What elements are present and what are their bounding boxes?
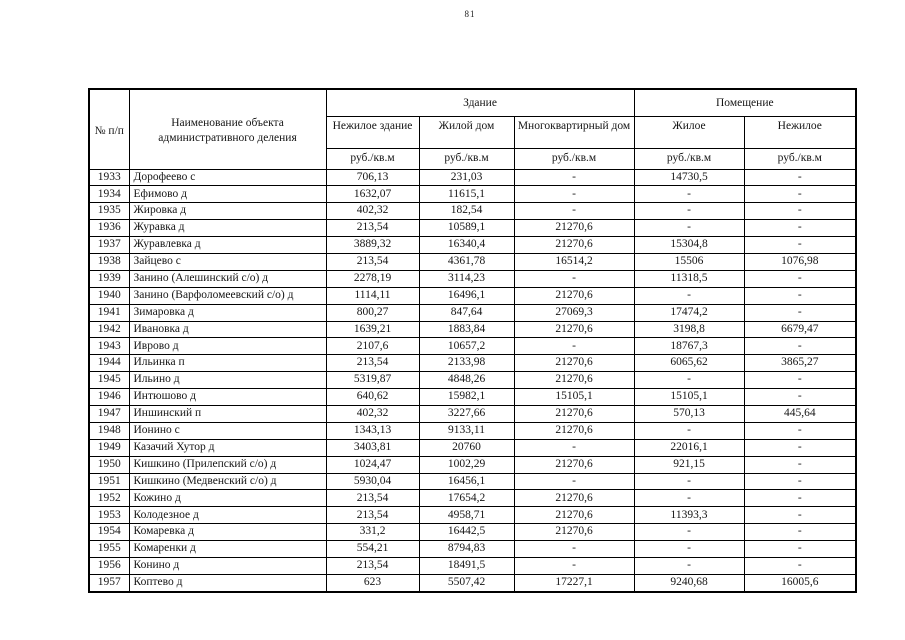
value-res-premises: 15105,1 xyxy=(634,389,744,406)
value-res-house: 4958,71 xyxy=(419,507,514,524)
header-group-premises: Помещение xyxy=(634,89,856,116)
value-res-house: 4361,78 xyxy=(419,253,514,270)
value-res-premises: - xyxy=(634,186,744,203)
page-number: 81 xyxy=(464,9,476,19)
object-name: Ефимово д xyxy=(129,186,326,203)
value-nonres-building: 3889,32 xyxy=(326,237,419,254)
object-name: Кишкино (Прилепский с/о) д xyxy=(129,456,326,473)
value-nonres-building: 213,54 xyxy=(326,355,419,372)
object-name: Кожино д xyxy=(129,490,326,507)
object-name: Дорофеево с xyxy=(129,169,326,186)
value-res-premises: - xyxy=(634,220,744,237)
table-row xyxy=(89,557,856,574)
value-apartment-house: - xyxy=(514,473,634,490)
object-name: Занино (Варфоломеевский с/о) д xyxy=(129,287,326,304)
table-row xyxy=(89,507,856,524)
row-number: 1948 xyxy=(89,422,129,439)
row-number: 1952 xyxy=(89,490,129,507)
value-res-premises: - xyxy=(634,541,744,558)
value-apartment-house: 17227,1 xyxy=(514,574,634,591)
object-name: Ильино д xyxy=(129,372,326,389)
value-nonres-building: 1632,07 xyxy=(326,186,419,203)
value-apartment-house: - xyxy=(514,557,634,574)
value-nonres-building: 1024,47 xyxy=(326,456,419,473)
table-row xyxy=(89,372,856,389)
value-res-house: 5507,42 xyxy=(419,574,514,591)
unit-label: руб./кв.м xyxy=(514,148,634,169)
value-nonres-premises: - xyxy=(744,507,856,524)
table-row xyxy=(89,574,856,591)
table-row xyxy=(89,321,856,338)
table-row xyxy=(89,220,856,237)
value-res-house: 9133,11 xyxy=(419,422,514,439)
row-number: 1956 xyxy=(89,557,129,574)
row-number: 1949 xyxy=(89,439,129,456)
value-res-house: 10589,1 xyxy=(419,220,514,237)
header-col-num: № п/п xyxy=(89,89,129,169)
object-name: Коптево д xyxy=(129,574,326,591)
header-nonres-building: Нежилое здание xyxy=(326,116,419,148)
row-number: 1937 xyxy=(89,237,129,254)
value-nonres-premises: - xyxy=(744,389,856,406)
table-row xyxy=(89,253,856,270)
table-row xyxy=(89,389,856,406)
value-nonres-building: 213,54 xyxy=(326,557,419,574)
object-name: Кишкино (Медвенский с/о) д xyxy=(129,473,326,490)
value-res-house: 17654,2 xyxy=(419,490,514,507)
value-apartment-house: 21270,6 xyxy=(514,287,634,304)
value-nonres-premises: - xyxy=(744,304,856,321)
value-res-house: 2133,98 xyxy=(419,355,514,372)
row-number: 1933 xyxy=(89,169,129,186)
header-nonres-premises: Нежилое xyxy=(744,116,856,148)
value-apartment-house: - xyxy=(514,338,634,355)
value-res-house: 16496,1 xyxy=(419,287,514,304)
value-nonres-building: 213,54 xyxy=(326,490,419,507)
object-name: Ионино с xyxy=(129,422,326,439)
value-res-premises: 14730,5 xyxy=(634,169,744,186)
value-nonres-building: 800,27 xyxy=(326,304,419,321)
row-number: 1942 xyxy=(89,321,129,338)
value-nonres-premises: - xyxy=(744,524,856,541)
unit-label: руб./кв.м xyxy=(326,148,419,169)
value-nonres-building: 402,32 xyxy=(326,405,419,422)
row-number: 1939 xyxy=(89,270,129,287)
object-name: Зайцево с xyxy=(129,253,326,270)
value-res-premises: 11318,5 xyxy=(634,270,744,287)
value-res-premises: - xyxy=(634,524,744,541)
value-nonres-building: 213,54 xyxy=(326,220,419,237)
object-name: Журавка д xyxy=(129,220,326,237)
value-nonres-premises: - xyxy=(744,237,856,254)
value-res-house: 4848,26 xyxy=(419,372,514,389)
value-res-premises: 15506 xyxy=(634,253,744,270)
value-res-house: 3114,23 xyxy=(419,270,514,287)
value-res-premises: 17474,2 xyxy=(634,304,744,321)
value-res-house: 8794,83 xyxy=(419,541,514,558)
value-nonres-building: 402,32 xyxy=(326,203,419,220)
value-res-premises: - xyxy=(634,473,744,490)
value-nonres-building: 331,2 xyxy=(326,524,419,541)
object-name: Комаренки д xyxy=(129,541,326,558)
header-apartment-house: Многоквартирный дом xyxy=(514,116,634,148)
value-apartment-house: 21270,6 xyxy=(514,456,634,473)
value-nonres-premises: 445,64 xyxy=(744,405,856,422)
value-apartment-house: 21270,6 xyxy=(514,405,634,422)
object-name: Комаревка д xyxy=(129,524,326,541)
value-res-house: 18491,5 xyxy=(419,557,514,574)
value-apartment-house: - xyxy=(514,270,634,287)
value-nonres-building: 2278,19 xyxy=(326,270,419,287)
value-nonres-building: 1639,21 xyxy=(326,321,419,338)
value-nonres-premises: - xyxy=(744,338,856,355)
value-apartment-house: 21270,6 xyxy=(514,524,634,541)
value-apartment-house: - xyxy=(514,439,634,456)
value-apartment-house: 21270,6 xyxy=(514,507,634,524)
value-nonres-building: 5319,87 xyxy=(326,372,419,389)
value-res-premises: 11393,3 xyxy=(634,507,744,524)
value-res-house: 847,64 xyxy=(419,304,514,321)
row-number: 1946 xyxy=(89,389,129,406)
value-nonres-premises: - xyxy=(744,169,856,186)
table-row xyxy=(89,405,856,422)
row-number: 1944 xyxy=(89,355,129,372)
value-nonres-building: 5930,04 xyxy=(326,473,419,490)
table-row xyxy=(89,524,856,541)
value-nonres-building: 1343,13 xyxy=(326,422,419,439)
value-nonres-premises: 3865,27 xyxy=(744,355,856,372)
value-res-premises: - xyxy=(634,287,744,304)
object-name: Жировка д xyxy=(129,203,326,220)
object-name: Зимаровка д xyxy=(129,304,326,321)
value-res-house: 11615,1 xyxy=(419,186,514,203)
value-nonres-premises: - xyxy=(744,220,856,237)
table-row xyxy=(89,355,856,372)
header-group-building: Здание xyxy=(326,89,634,116)
unit-label: руб./кв.м xyxy=(634,148,744,169)
value-nonres-building: 554,21 xyxy=(326,541,419,558)
row-number: 1954 xyxy=(89,524,129,541)
object-name: Иврово д xyxy=(129,338,326,355)
value-apartment-house: - xyxy=(514,541,634,558)
row-number: 1940 xyxy=(89,287,129,304)
value-nonres-premises: - xyxy=(744,372,856,389)
value-res-premises: 18767,3 xyxy=(634,338,744,355)
row-number: 1950 xyxy=(89,456,129,473)
value-nonres-premises: 1076,98 xyxy=(744,253,856,270)
value-apartment-house: 21270,6 xyxy=(514,355,634,372)
value-nonres-building: 213,54 xyxy=(326,253,419,270)
value-apartment-house: - xyxy=(514,203,634,220)
value-res-house: 16456,1 xyxy=(419,473,514,490)
row-number: 1938 xyxy=(89,253,129,270)
value-res-premises: 15304,8 xyxy=(634,237,744,254)
table-row xyxy=(89,169,856,186)
row-number: 1957 xyxy=(89,574,129,591)
value-nonres-premises: 6679,47 xyxy=(744,321,856,338)
table-row xyxy=(89,270,856,287)
value-apartment-house: 21270,6 xyxy=(514,372,634,389)
value-res-house: 182,54 xyxy=(419,203,514,220)
value-apartment-house: 21270,6 xyxy=(514,490,634,507)
value-apartment-house: 21270,6 xyxy=(514,237,634,254)
object-name: Ильинка п xyxy=(129,355,326,372)
table-row xyxy=(89,304,856,321)
object-name: Казачий Хутор д xyxy=(129,439,326,456)
value-apartment-house: 27069,3 xyxy=(514,304,634,321)
value-res-premises: - xyxy=(634,557,744,574)
row-number: 1953 xyxy=(89,507,129,524)
value-res-premises: - xyxy=(634,490,744,507)
value-res-house: 15982,1 xyxy=(419,389,514,406)
value-nonres-building: 3403,81 xyxy=(326,439,419,456)
row-number: 1935 xyxy=(89,203,129,220)
value-res-premises: - xyxy=(634,203,744,220)
value-nonres-premises: - xyxy=(744,203,856,220)
value-res-house: 16442,5 xyxy=(419,524,514,541)
header-col-name: Наименование объекта административного деления xyxy=(129,89,326,169)
object-name: Ивановка д xyxy=(129,321,326,338)
value-nonres-building: 640,62 xyxy=(326,389,419,406)
header-res-house: Жилой дом xyxy=(419,116,514,148)
table-row xyxy=(89,490,856,507)
value-res-house: 231,03 xyxy=(419,169,514,186)
value-res-premises: 6065,62 xyxy=(634,355,744,372)
value-res-house: 16340,4 xyxy=(419,237,514,254)
row-number: 1943 xyxy=(89,338,129,355)
value-res-premises: - xyxy=(634,422,744,439)
row-number: 1945 xyxy=(89,372,129,389)
value-nonres-building: 213,54 xyxy=(326,507,419,524)
value-res-house: 3227,66 xyxy=(419,405,514,422)
value-apartment-house: 21270,6 xyxy=(514,422,634,439)
table-row xyxy=(89,338,856,355)
value-apartment-house: 16514,2 xyxy=(514,253,634,270)
unit-label: руб./кв.м xyxy=(419,148,514,169)
value-res-house: 1883,84 xyxy=(419,321,514,338)
table-row xyxy=(89,473,856,490)
value-res-premises: 9240,68 xyxy=(634,574,744,591)
table-row xyxy=(89,287,856,304)
value-res-house: 10657,2 xyxy=(419,338,514,355)
value-res-premises: 570,13 xyxy=(634,405,744,422)
object-name: Колодезное д xyxy=(129,507,326,524)
value-res-premises: 921,15 xyxy=(634,456,744,473)
table-body xyxy=(89,169,856,592)
value-apartment-house: 15105,1 xyxy=(514,389,634,406)
value-nonres-building: 1114,11 xyxy=(326,287,419,304)
value-nonres-building: 706,13 xyxy=(326,169,419,186)
value-nonres-premises: - xyxy=(744,473,856,490)
object-name: Журавлевка д xyxy=(129,237,326,254)
value-nonres-premises: - xyxy=(744,456,856,473)
value-nonres-building: 623 xyxy=(326,574,419,591)
object-name: Конино д xyxy=(129,557,326,574)
table-row xyxy=(89,186,856,203)
table-row xyxy=(89,422,856,439)
table-row xyxy=(89,541,856,558)
row-number: 1934 xyxy=(89,186,129,203)
value-nonres-building: 2107,6 xyxy=(326,338,419,355)
value-nonres-premises: - xyxy=(744,270,856,287)
row-number: 1947 xyxy=(89,405,129,422)
header-res-premises: Жилое xyxy=(634,116,744,148)
object-name: Интюшово д xyxy=(129,389,326,406)
value-nonres-premises: - xyxy=(744,541,856,558)
value-apartment-house: - xyxy=(514,169,634,186)
valuation-table xyxy=(88,88,857,593)
value-nonres-premises: - xyxy=(744,186,856,203)
value-res-house: 1002,29 xyxy=(419,456,514,473)
object-name: Иншинский п xyxy=(129,405,326,422)
value-res-premises: - xyxy=(634,372,744,389)
row-number: 1941 xyxy=(89,304,129,321)
value-nonres-premises: - xyxy=(744,422,856,439)
value-res-premises: 3198,8 xyxy=(634,321,744,338)
value-nonres-premises: - xyxy=(744,557,856,574)
value-apartment-house: 21270,6 xyxy=(514,321,634,338)
row-number: 1951 xyxy=(89,473,129,490)
unit-label: руб./кв.м xyxy=(744,148,856,169)
value-apartment-house: 21270,6 xyxy=(514,220,634,237)
value-nonres-premises: - xyxy=(744,490,856,507)
object-name: Занино (Алешинский с/о) д xyxy=(129,270,326,287)
row-number: 1936 xyxy=(89,220,129,237)
table-row xyxy=(89,203,856,220)
value-res-premises: 22016,1 xyxy=(634,439,744,456)
row-number: 1955 xyxy=(89,541,129,558)
value-nonres-premises: - xyxy=(744,439,856,456)
table-header xyxy=(89,89,856,169)
table-row xyxy=(89,237,856,254)
table-row xyxy=(89,456,856,473)
table-row xyxy=(89,439,856,456)
value-apartment-house: - xyxy=(514,186,634,203)
value-nonres-premises: 16005,6 xyxy=(744,574,856,591)
value-res-house: 20760 xyxy=(419,439,514,456)
value-nonres-premises: - xyxy=(744,287,856,304)
